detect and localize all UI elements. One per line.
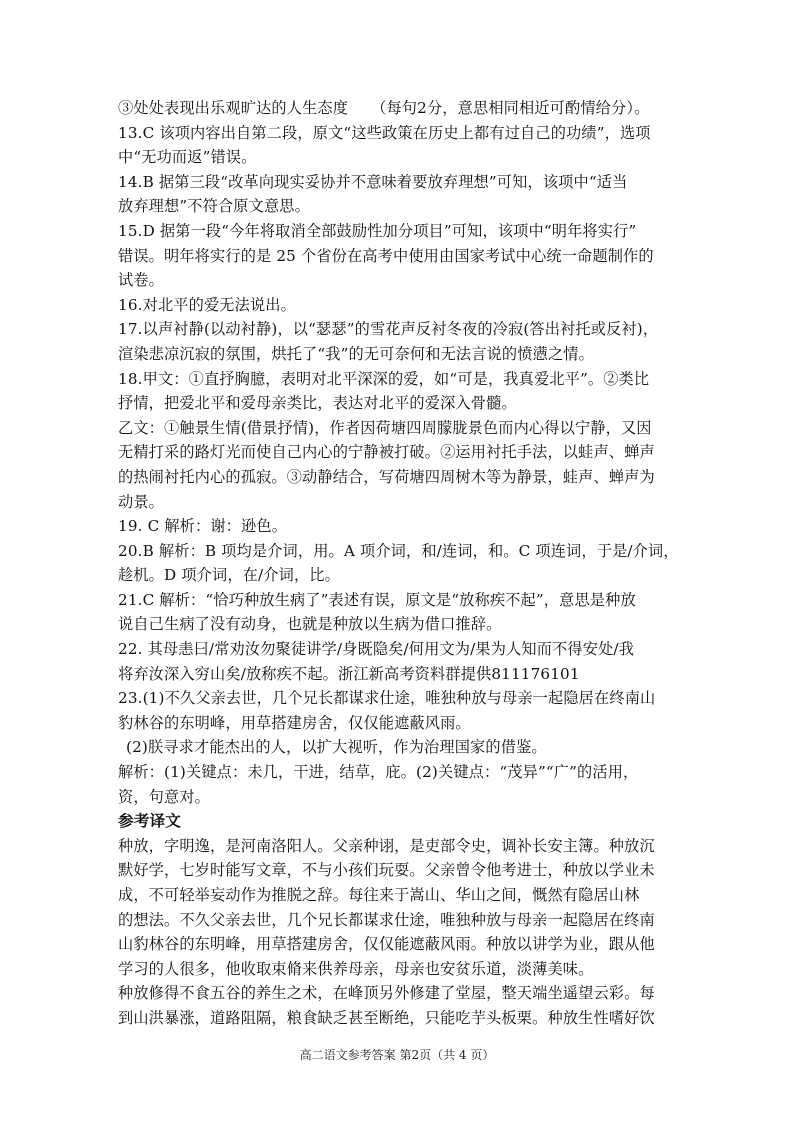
text-line: 13.C 该项内容出自第二段，原文“这些政策在历史上都有过自己的功绩”，选项 [118,123,651,142]
text-line: 渲染悲凉沉寂的氛围，烘托了“我”的无可奈何和无法言说的愤懑之情。 [118,344,594,363]
text-line: 试卷。 [118,271,165,290]
text-line: 资，句意对。 [118,787,211,806]
text-line: 14.B 据第三段“改革向现实妥协并不意味着要放弃理想”可知，该项中“适当 [118,172,628,191]
text-line: 到山洪暴涨，道路阻隔，粮食缺乏甚至断绝，只能吃芋头板栗。种放生性嗜好饮 [118,1008,655,1027]
text-line: 23.(1)不久父亲去世，几个兄长都谋求仕途，唯独种放与母亲一起隐居在终南山 [118,689,656,708]
text-line: 18.甲文：①直抒胸臆，表明对北平深深的爱，如“可是，我真爱北平”。②类比 [118,369,650,388]
text-line: 21.C 解析：“恰巧种放生病了”表述有误，原文是“放称疾不起”，意思是种放 [118,590,636,609]
text-line: 错误。明年将实行的是 25 个省份在高考中使用由国家考试中心统一命题制作的 [118,246,654,265]
text-line: 默好学，七岁时能写文章，不与小孩们玩耍。父亲曾令他考进士，种放以学业未 [118,861,655,880]
text-line: 15.D 据第一段“今年将取消全部鼓励性加分项目”可知，该项中“明年将实行” [118,221,637,240]
text-line: 学习的人很多，他收取束脩来供养母亲，母亲也安贫乐道，淡薄美味。 [118,959,594,978]
text-line: 豹林谷的东明峰，用草搭建房舍，仅仅能遮蔽风雨。 [118,713,471,732]
text-line: 抒情，把爱北平和爱母亲类比，表达对北平的爱深入骨髓。 [118,394,517,413]
text-line: 无精打采的路灯光而使自己内心的宁静被打破。②运用衬托手法，以蛙声、蝉声 [118,443,655,462]
text-line: ③处处表现出乐观旷达的人生态度 （每句2分，意思相同相近可酌情给分）。 [118,99,650,117]
text-line: 17.以声衬静(以动衬静)，以“瑟瑟”的雪花声反衬冬夜的冷寂(答出衬托或反衬)， [118,320,659,339]
text-line: (2)朕寻求才能杰出的人，以扩大视听，作为治理国家的借鉴。 [126,738,547,757]
text-line: 山豹林谷的东明峰，用草搭建房舍，仅仅能遮蔽风雨。种放以讲学为业，跟从他 [118,935,655,954]
text-line: 将弃汝深入穷山矣/放称疾不起。浙江新高考资料群提供811176101 [118,664,580,683]
text-line: 解析：(1)关键点：未几，干进，结草，庇。(2)关键点：“茂异”“广”的活用， [118,763,639,782]
text-line: 20.B 解析：B 项均是介词，用。A 项介词，和/连词，和。C 项连词，于是/介词， [118,541,679,560]
text-line: 19. C 解析：谢：逊色。 [118,517,288,536]
text-line: 中“无功而返”错误。 [118,148,257,167]
text-line: 的想法。不久父亲去世，几个兄长都谋求仕途，唯独种放与母亲一起隐居在终南 [118,910,655,929]
text-line: 放弃理想”不符合原文意思。 [118,197,310,216]
text-line: 动景。 [118,492,165,511]
text-line: 16.对北平的爱无法说出。 [118,295,296,314]
text-line: 乙文：①触景生情(借景抒情)，作者因荷塘四周朦胧景色而内心得以宁静，又因 [118,418,652,437]
text-line: 22. 其母恚曰/常劝汝勿聚徒讲学/身既隐矣/何用文为/果为人知而不得安处/我 [118,640,635,659]
section-heading: 参考译文 [118,812,181,831]
text-line: 种放，字明逸，是河南洛阳人。父亲种诩，是吏部令史，调补长安主簿。种放沉 [118,836,655,855]
text-line: 说自己生病了没有动身，也就是种放以生病为借口推辞。 [118,615,502,634]
text-line: 趁机。D 项介词，在/介词，比。 [118,566,340,585]
text-line: 的热闹衬托内心的孤寂。③动静结合，写荷塘四周树木等为静景，蛙声、蝉声为 [118,467,655,486]
page-footer: 高二语文参考答案 第2页（共 4 页） [299,1048,495,1062]
text-line: 种放修得不食五谷的养生之术，在峰顶另外修建了堂屋，整天端坐遥望云彩。每 [118,984,655,1003]
text-line: 成，不可轻举妄动作为推脱之辞。每往来于嵩山、华山之间，慨然有隐居山林 [118,886,640,904]
answer-text-body [118,96,686,1031]
